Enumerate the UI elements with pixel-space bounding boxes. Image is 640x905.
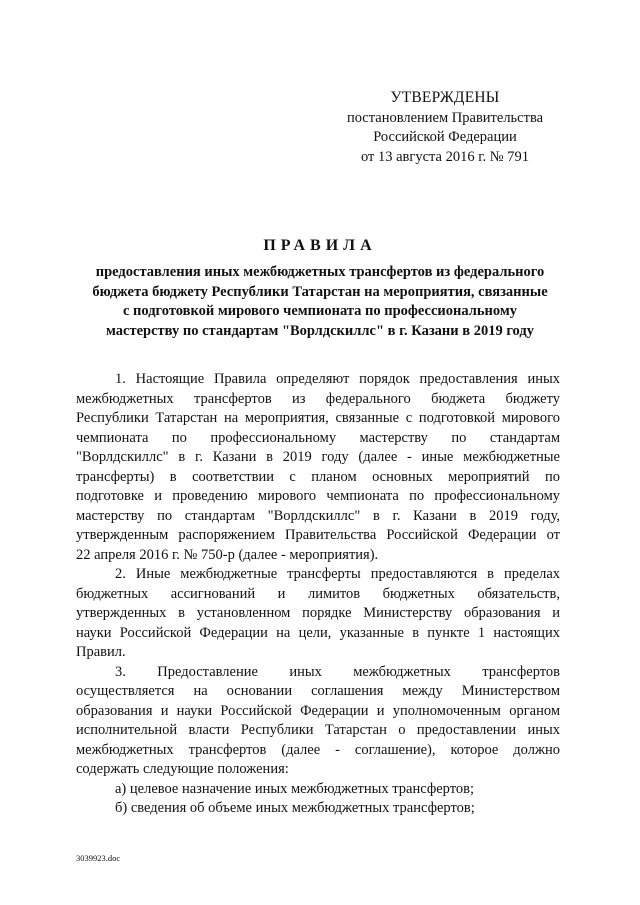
paragraph-2-line: Правил.	[76, 644, 126, 660]
paragraph-1-line: мастерству по стандартам "Ворлдскиллс" в г. Казани в 2019 году,	[76, 507, 560, 524]
approval-line: Российской Федерации	[373, 129, 517, 145]
paragraph-2-line: утвержденных в установленном порядке Министерству образования и	[76, 605, 560, 621]
list-item-a: а) целевое назначение иных межбюджетных трансфертов;	[115, 780, 474, 797]
document-body	[76, 370, 560, 819]
paragraph-1-line: трансферты) в соответствии с планом основных мероприятий по	[76, 468, 560, 485]
file-name-footer: 3039923.doc	[76, 853, 121, 863]
paragraph-1-line: чемпионата по профессиональному мастерству по стандартам	[76, 429, 560, 446]
paragraph-3-line: образования и науки Российской Федерации и уполномоченным органом	[76, 702, 560, 719]
paragraph-3-line: исполнительной власти Республики Татарстан о предоставлении иных	[76, 722, 560, 738]
paragraph-2-line: бюджетных ассигнований и лимитов бюджетных обязательств,	[76, 585, 560, 602]
paragraph-1-line: подготовке и проведению мирового чемпионата по профессиональному	[76, 488, 560, 504]
paragraph-1-line: "Ворлдскиллс" в г. Казани в 2019 году (далее - иные межбюджетные	[76, 449, 560, 465]
approval-block	[330, 88, 560, 167]
paragraph-2-line: 2. Иные межбюджетные трансферты предоставляются в пределах	[115, 566, 560, 582]
approval-title: УТВЕРЖДЕНЫ	[390, 89, 500, 106]
paragraph-3-line: 3. Предоставление иных межбюджетных трансфертов	[115, 663, 560, 680]
approval-date-line: от 13 августа 2016 г. № 791	[360, 148, 530, 165]
paragraph-3-line: межбюджетных трансфертов (далее - соглашение), которое должно	[76, 741, 560, 758]
paragraph-2-line: науки Российской Федерации на цели, указанные в пункте 1 настоящих	[76, 624, 560, 641]
subtitle-line: мастерству по стандартам "Ворлдскиллс" в г. Казани в 2019 году	[106, 322, 534, 339]
list-item-b: б) сведения об объеме иных межбюджетных трансфертов;	[115, 800, 475, 816]
document-subtitle	[70, 263, 570, 341]
paragraph-3-line: содержать следующие положения:	[76, 761, 289, 777]
approval-line: постановлением Правительства	[346, 109, 544, 126]
document-title: ПРАВИЛА	[263, 237, 377, 254]
paragraph-1-line: 1. Настоящие Правила определяют порядок предоставления иных	[115, 371, 560, 387]
subtitle-line: с подготовкой мирового чемпионата по профессиональному	[122, 303, 518, 319]
subtitle-line: предоставления иных межбюджетных трансфертов из федерального	[95, 264, 545, 280]
paragraph-1-line: 22 апреля 2016 г. № 750-р (далее - мероприятия).	[76, 546, 379, 563]
paragraph-3-line: осуществляется на основании соглашения между Министерством	[76, 683, 560, 699]
subtitle-line: бюджета бюджету Республики Татарстан на мероприятия, связанные	[92, 283, 548, 300]
paragraph-1-line: межбюджетных трансфертов из федерального бюджета бюджету	[76, 390, 560, 407]
paragraph-1-line: Республики Татарстан на мероприятия, связанные с подготовкой мирового	[76, 410, 560, 426]
paragraph-1-line: утвержденным распоряжением Правительства Российской Федерации от	[76, 527, 560, 543]
